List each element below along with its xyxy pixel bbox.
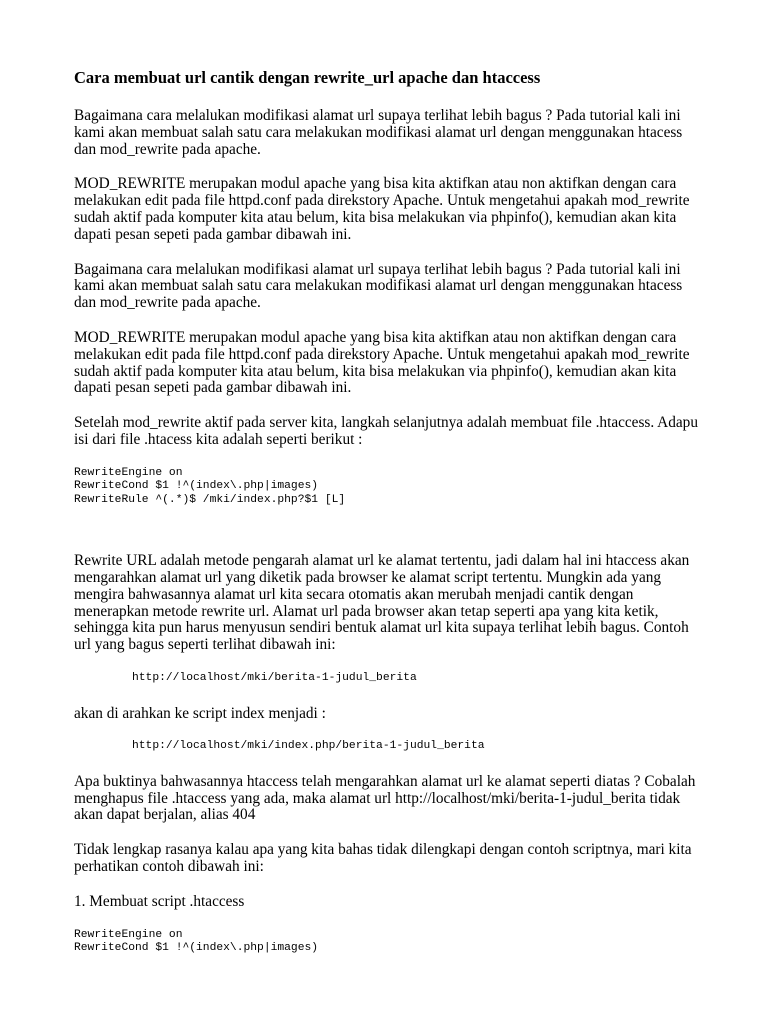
paragraph-mod-rewrite: MOD_REWRITE merupakan modul apache yang bisa kita aktifkan atau non aktifkan dengan cara melakukan edit pada file httpd.conf pada direkstory Apache. Untuk mengetahui apakah mod_rewrite sudah aktif pada komputer kita atau belum, kita bisa melakukan via phpinfo(), kemudian akan kita dapati pesan sepeti pada gambar dibawah ini. [74,175,690,243]
code-line: RewriteCond $1 !^(index\.php|images) [74,480,319,493]
paragraph-rewrite-url: Rewrite URL adalah metode pengarah alamat url ke alamat tertentu, jadi dalam hal ini htaccess akan mengarahkan alamat url yang diketik pada browser ke alamat script tertentu. Mungkin ada yang mengira bahwasannya alamat url kita secara otomatis akan merubah menjadi cantik dengan menerapkan metode rewrite url. Alamat url pada browser akan tetap seperti apa yang kita ketik, sehingga kita pun harus menyusun sendiri bentuk alamat url kita supaya terlihat lebih bagus. Contoh url yang bagus seperti terlihat dibawah ini: [74,552,690,654]
htaccess-code-block [74,467,704,508]
step-heading: 1. Membuat script .htaccess [74,892,245,910]
htaccess-code-block-2 [74,929,704,956]
code-line: RewriteRule ^(.*)$ /mki/index.php?$1 [L] [74,493,346,506]
paragraph-htaccess-setup: Setelah mod_rewrite aktif pada server kita, langkah selanjutnya adalah membuat file .htaccess. Adapu isi dari file .htacess kita adalah seperti berikut : [74,414,698,448]
paragraph-example-intro: Tidak lengkap rasanya kalau apa yang kita bahas tidak dilengkapi dengan contoh scriptnya, mari kita perhatikan contoh dibawah ini: [74,841,692,876]
paragraph-proof: Apa buktinya bahwasannya htaccess telah mengarahkan alamat url ke alamat seperti diatas ? Cobalah menghapus file .htaccess yang ada, maka alamat url http://localhost/mki/berita-1-judul_berita tidak akan dapat berjalan, alias 404 [74,772,696,824]
code-line: RewriteEngine on [74,466,183,479]
paragraph-intro-repeat: Bagaimana cara melalukan modifikasi alamat url supaya terlihat lebih bagus ? Pada tutorial kali ini kami akan membuat salah satu cara melakukan modifikasi alamat url dengan menggunakan htacess dan mod_rewrite pada apache. [74,260,683,312]
example-url-pretty: http://localhost/mki/berita-1-judul_berita [132,672,417,685]
code-line: RewriteEngine on [74,928,183,941]
example-url-script: http://localhost/mki/index.php/berita-1-judul_berita [132,740,485,753]
code-line: RewriteCond $1 !^(index\.php|images) [74,942,319,955]
document-title: Cara membuat url cantik dengan rewrite_url apache dan htaccess [74,68,541,87]
paragraph-mod-rewrite-repeat: MOD_REWRITE merupakan modul apache yang bisa kita aktifkan atau non aktifkan dengan cara melakukan edit pada file httpd.conf pada direkstory Apache. Untuk mengetahui apakah mod_rewrite sudah aktif pada komputer kita atau belum, kita bisa melakukan via phpinfo(), kemudian akan kita dapati pesan sepeti pada gambar dibawah ini. [74,328,690,397]
paragraph-intro: Bagaimana cara melalukan modifikasi alamat url supaya terlihat lebih bagus ? Pada tutorial kali ini kami akan membuat salah satu cara melakukan modifikasi alamat url dengan menggunakan htacess dan mod_rewrite pada apache. [74,107,683,158]
paragraph-redirect-note: akan di arahkan ke script index menjadi : [74,704,326,722]
